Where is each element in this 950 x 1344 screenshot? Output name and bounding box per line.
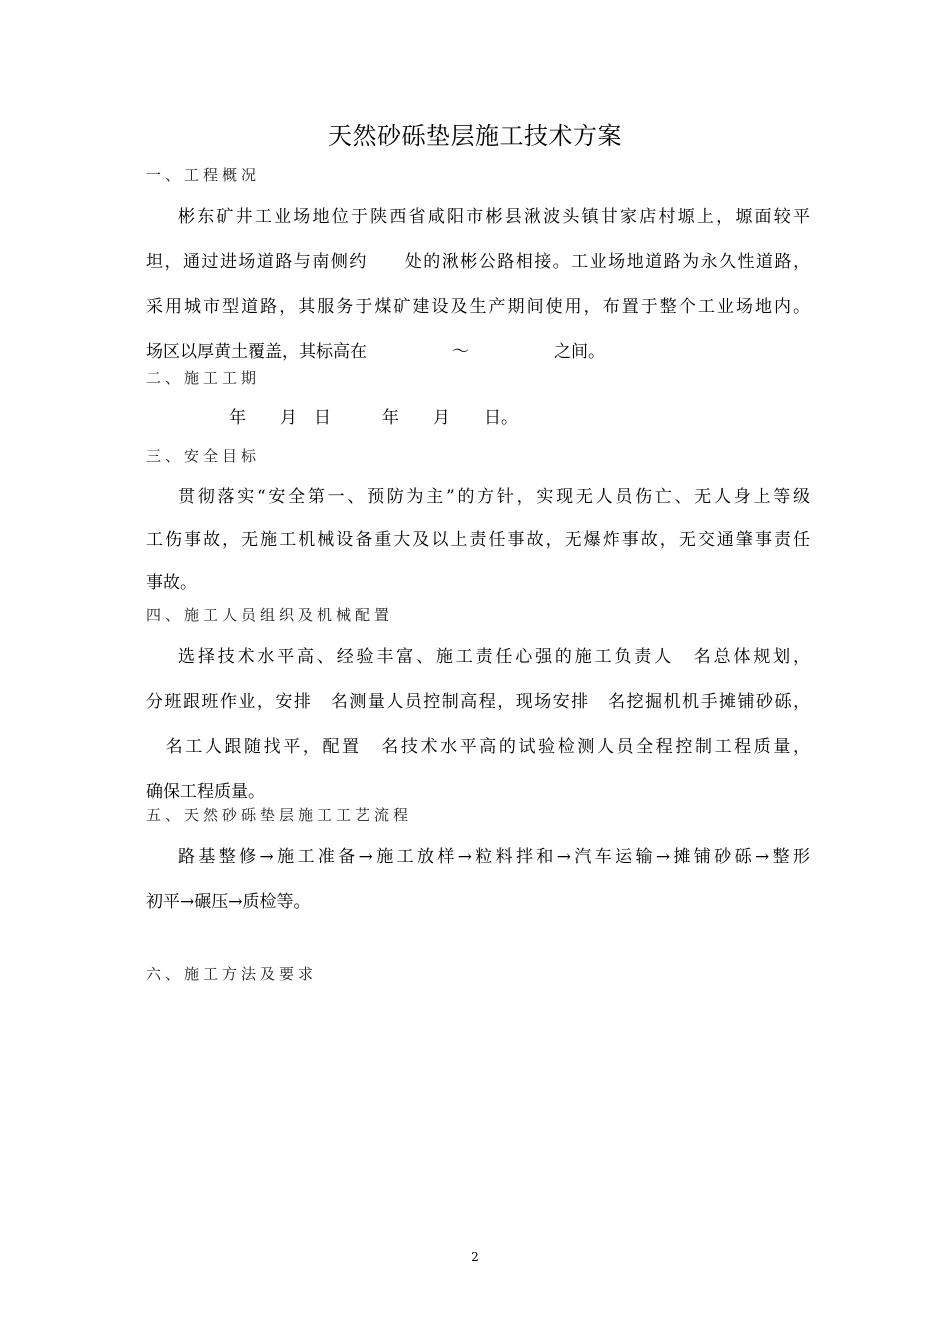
page-number: 2 <box>471 1250 479 1264</box>
section-body-staffing <box>146 641 810 809</box>
document-title: 天然砂砾垫层施工技术方案 <box>328 122 622 150</box>
paragraph-line: 彬东矿井工业场地位于陕西省咸阳市彬县湫波头镇甘家店村塬上，塬面较平 <box>178 207 810 227</box>
paragraph-line: 采用城市型道路，其服务于煤矿建设及生产期间使用，布置于整个工业场地内。 <box>146 297 810 317</box>
paragraph-line: 路基整修→施工准备→施工放样→粒料拌和→汽车运输→摊铺砂砾→整形 <box>178 847 810 867</box>
section-heading-safety-goal: 三、安全目标 <box>146 447 261 465</box>
section-heading-process-flow: 五、天然砂砾垫层施工工艺流程 <box>146 806 413 824</box>
paragraph-line: 初平→碾压→质检等。 <box>146 892 311 912</box>
paragraph-line: 年 月 日 年 月 日。 <box>178 408 518 428</box>
paragraph-line: 名工人跟随找平，配置 名技术水平高的试验检测人员全程控制工程质量， <box>146 737 810 757</box>
paragraph-line: 场区以厚黄土覆盖，其标高在 ～ 之间。 <box>146 342 605 362</box>
section-heading-overview: 一、工程概况 <box>146 166 261 184</box>
section-body-safety-goal <box>146 481 810 600</box>
paragraph-line: 贯彻落实“安全第一、预防为主”的方针，实现无人员伤亡、无人身上等级 <box>178 487 810 507</box>
section-body-process-flow <box>146 841 810 919</box>
section-body-schedule <box>146 402 810 435</box>
paragraph-line: 分班跟班作业，安排 名测量人员控制高程，现场安排 名挖掘机机手摊铺砂砾， <box>146 692 810 712</box>
section-heading-schedule: 二、施工工期 <box>146 369 261 387</box>
paragraph-line: 坦，通过进场道路与南侧约 处的湫彬公路相接。工业场地道路为永久性道路， <box>146 252 810 272</box>
section-heading-staffing: 四、施工人员组织及机械配置 <box>146 606 394 624</box>
section-heading-methods: 六、施工方法及要求 <box>146 965 318 983</box>
paragraph-line: 选择技术水平高、经验丰富、施工责任心强的施工负责人 名总体规划， <box>178 647 810 667</box>
paragraph-line: 工伤事故，无施工机械设备重大及以上责任事故，无爆炸事故，无交通肇事责任 <box>146 530 810 550</box>
paragraph-line: 确保工程质量。 <box>146 782 265 802</box>
section-body-overview <box>146 201 810 369</box>
paragraph-line: 事故。 <box>146 573 197 593</box>
